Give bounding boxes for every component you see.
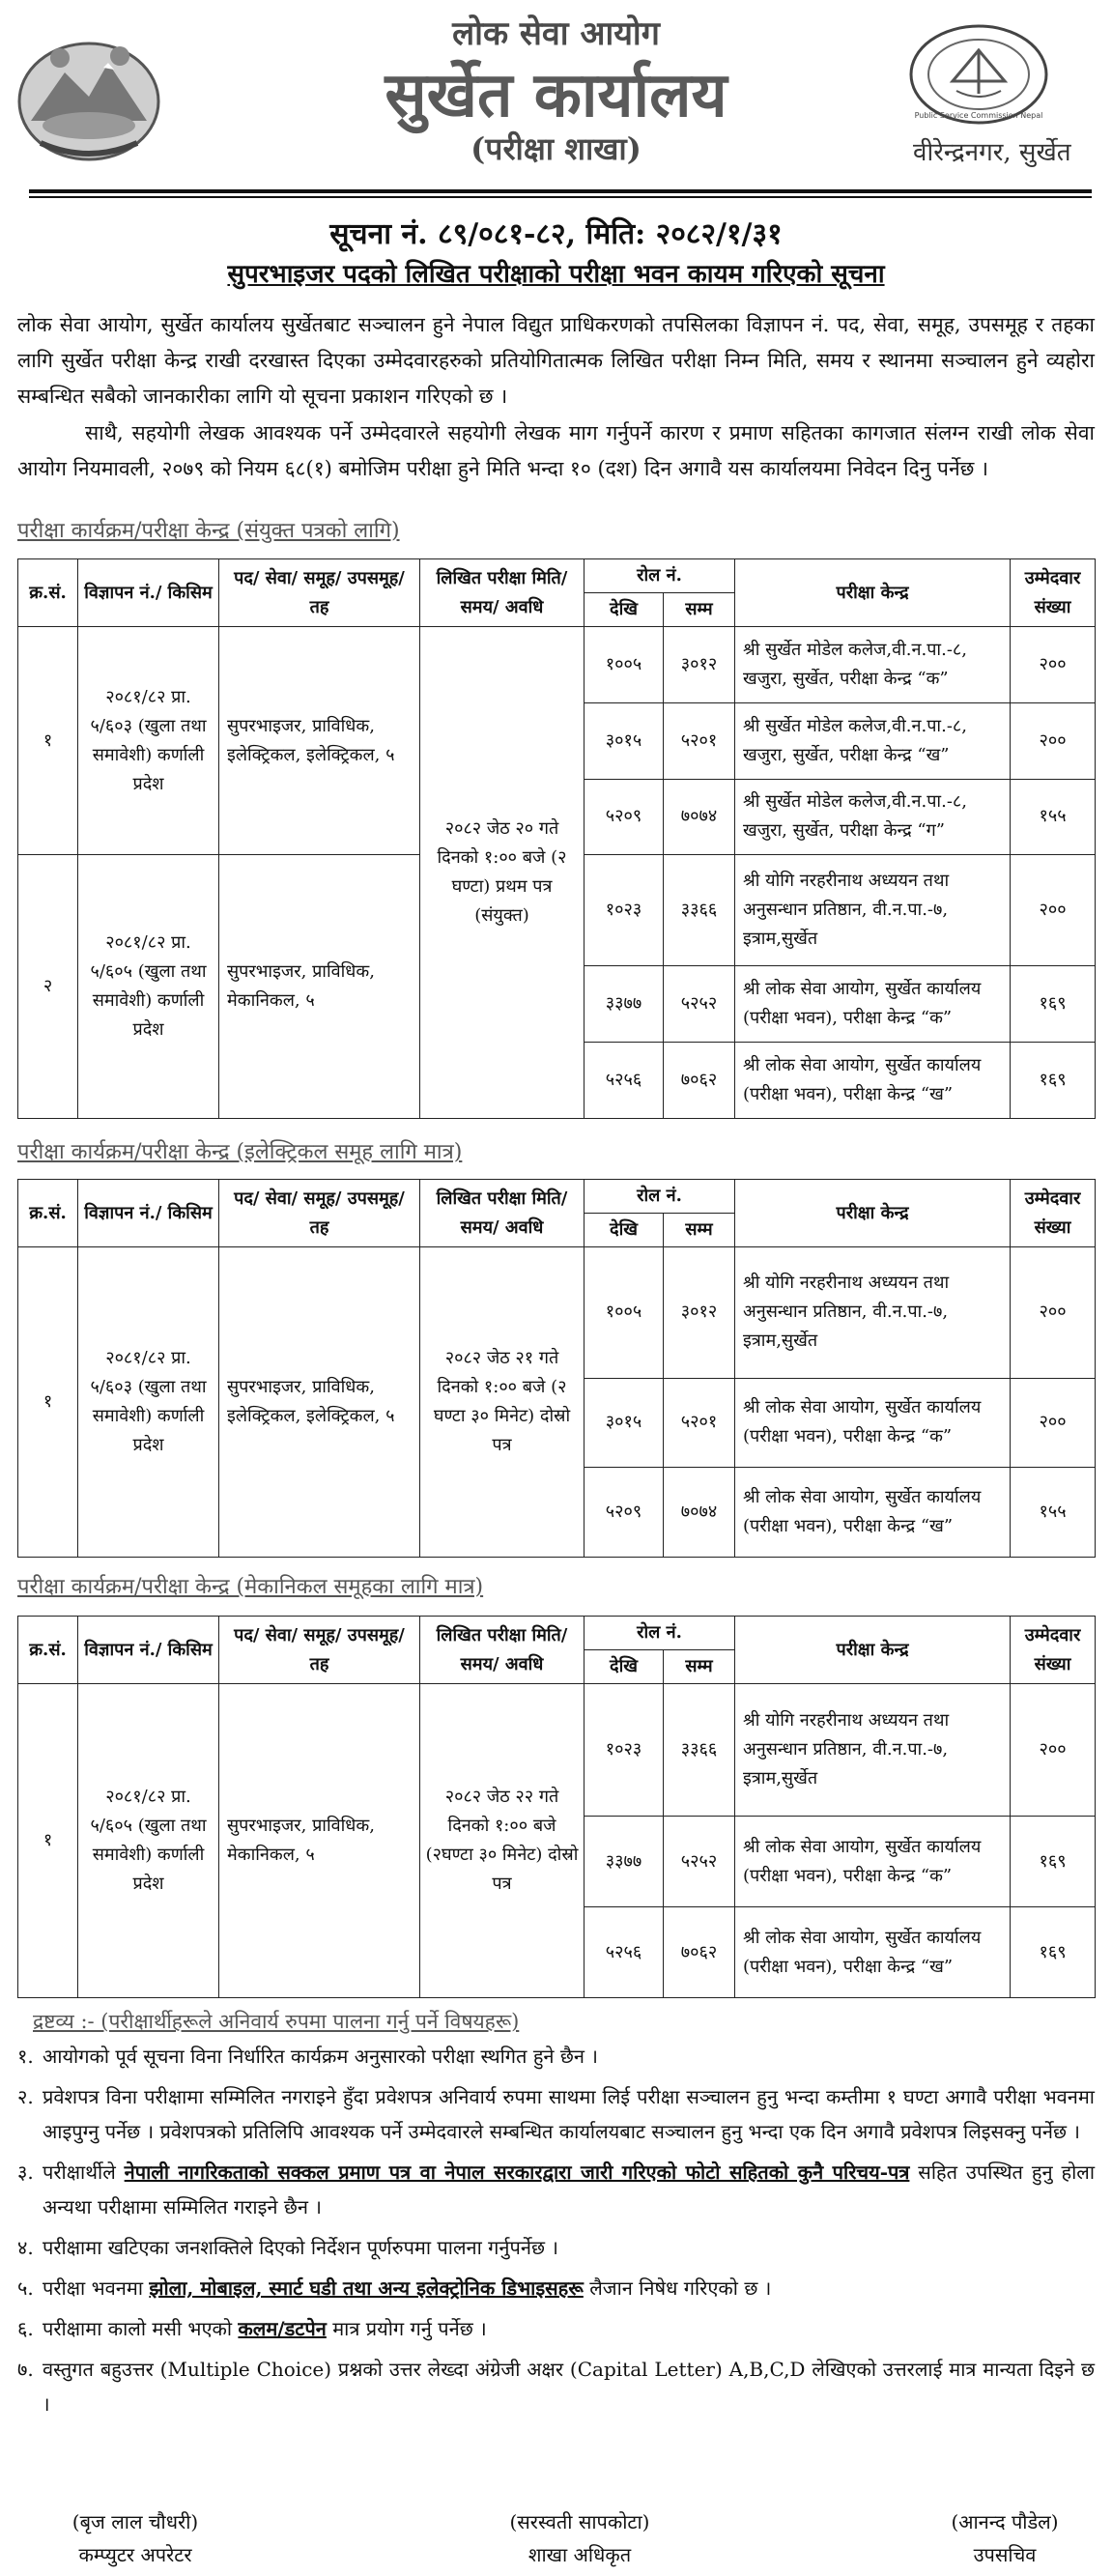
signatory-post: उपसचिव [973,2543,1037,2566]
cell-from: ३३७७ [585,1817,664,1907]
section-title-mechanical: परीक्षा कार्यक्रम/परीक्षा केन्द्र (मेकानिकल समूहका लागि मात्र) [17,1575,484,1599]
col-from: देखि [585,1650,664,1684]
cell-to: ३३६६ [664,1684,735,1817]
cell-center: श्री लोक सेवा आयोग, सुर्खेत कार्यालय (परीक्षा भवन), परीक्षा केन्द्र “ख” [735,1043,1011,1119]
col-post: पद/ सेवा/ समूह/ उपसमूह/ तह [219,1180,420,1247]
col-roll: रोल नं. [585,1617,735,1650]
cell-sn: १ [18,1684,78,1998]
cell-post: सुपरभाइजर, प्राविधिक, मेकानिकल, ५ [219,855,420,1119]
cell-count: २०० [1011,702,1096,779]
note-text: प्रवेशपत्र विना परीक्षामा सम्मिलित नगराइने हुँदा प्रवेशपत्र अनिवार्य रुपमा साथमा लिई परीक्षा सञ्चालन हुनु भन्दा कम्तीमा १ घण्टा अगावै परीक्षा भवनमा आइपुग्नु पर्नेछ । प्रवेशपत्रको प्रतिलिपि आवश्यक पर्ने उम्मेदवारले सम्बन्धित कार्यालयबाट सञ्चालन हुनु भन्दा एक दिन अगावै प्रवेशपत्र लिइसक्नु पर्नेछ । [43,2085,1095,2143]
col-post: पद/ सेवा/ समूह/ उपसमूह/ तह [219,559,420,627]
note-item [17,2271,1095,2305]
notice-title: सुपरभाइजर पदको लिखित परीक्षाको परीक्षा भवन कायम गरिएको सूचना [227,260,885,289]
cell-from: ५२५६ [585,1907,664,1998]
cell-center: श्री योगि नरहरीनाथ अध्ययन तथा अनुसन्धान प्रतिष्ठान, वी.न.पा.-७, इत्राम,सुर्खेत [735,855,1011,966]
col-sn: क्र.सं. [18,1617,78,1684]
note-item [17,2230,1095,2265]
col-from: देखि [585,593,664,627]
cell-adv: २०८१/८२ प्रा. ५/६०३ (खुला तथा समावेशी) कर्णाली प्रदेश [78,627,219,855]
header-rule [29,189,1092,193]
cell-from: १००५ [585,627,664,703]
table-row [18,1247,1096,1379]
col-from: देखि [585,1214,664,1247]
cell-center: श्री लोक सेवा आयोग, सुर्खेत कार्यालय (परीक्षा भवन), परीक्षा केन्द्र “क” [735,1378,1011,1468]
col-count: उम्मेदवार संख्या [1011,1180,1096,1247]
schedule-table-mechanical [17,1616,1096,1998]
cell-adv: २०८१/८२ प्रा. ५/६०३ (खुला तथा समावेशी) कर्णाली प्रदेश [78,1247,219,1558]
col-center: परीक्षा केन्द्र [735,559,1011,627]
col-exam: लिखित परीक्षा मिति/ समय/ अवधि [420,1180,585,1247]
col-center: परीक्षा केन्द्र [735,1180,1011,1247]
cell-center: श्री लोक सेवा आयोग, सुर्खेत कार्यालय (परीक्षा भवन), परीक्षा केन्द्र “क” [735,1817,1011,1907]
cell-center: श्री सुर्खेत मोडेल कलेज,वी.न.पा.-८, खजुरा, सुर्खेत, परीक्षा केन्द्र “क” [735,627,1011,703]
col-count: उम्मेदवार संख्या [1011,1617,1096,1684]
cell-sn: २ [18,855,78,1119]
note-number: ४. [17,2236,34,2259]
schedule-table-electrical [17,1179,1096,1558]
cell-from: ५२०९ [585,779,664,855]
note-text: परीक्षार्थीले नेपाली नागरिकताको सक्कल प्रमाण पत्र वा नेपाल सरकारद्वारा जारी गरिएको फोटो सहितको कुनै परिचय-पत्र सहित उपस्थित हुनु होला अन्यथा परीक्षामा सम्मिलित गराइने छैन । [43,2161,1095,2218]
cell-count: १६९ [1011,966,1096,1043]
cell-from: १००५ [585,1247,664,1379]
cell-adv: २०८१/८२ प्रा. ५/६०५ (खुला तथा समावेशी) कर्णाली प्रदेश [78,855,219,1119]
cell-adv: २०८१/८२ प्रा. ५/६०५ (खुला तथा समावेशी) कर्णाली प्रदेश [78,1684,219,1998]
cell-count: २०० [1011,855,1096,966]
location: वीरेन्द्रनगर, सुर्खेत [913,138,1071,167]
col-adv: विज्ञापन नं./ किसिम [78,1617,219,1684]
cell-count: २०० [1011,1684,1096,1817]
cell-exam: २०८२ जेठ २० गते दिनको १:०० बजे (२ घण्टा) प्रथम पत्र (संयुक्त) [420,627,585,1119]
note-item [17,2155,1095,2224]
col-roll: रोल नं. [585,559,735,593]
note-number: ३. [17,2161,34,2184]
note-item [17,2039,1095,2074]
note-number: २. [17,2085,34,2108]
cell-count: २०० [1011,1378,1096,1468]
cell-post: सुपरभाइजर, प्राविधिक, इलेक्ट्रिकल, इलेक्ट्रिकल, ५ [219,627,420,855]
signatory-name: (सरस्वती सापकोटा) [509,2510,650,2533]
note-item [17,2079,1095,2149]
col-exam: लिखित परीक्षा मिति/ समय/ अवधि [420,1617,585,1684]
cell-from: ३०१५ [585,1378,664,1468]
cell-center: श्री सुर्खेत मोडेल कलेज,वी.न.पा.-८, खजुरा, सुर्खेत, परीक्षा केन्द्र “ग” [735,779,1011,855]
cell-center: श्री सुर्खेत मोडेल कलेज,वी.न.पा.-८, खजुरा, सुर्खेत, परीक्षा केन्द्र “ख” [735,702,1011,779]
intro-paragraph: लोक सेवा आयोग, सुर्खेत कार्यालय सुर्खेतबाट सञ्चालन हुने नेपाल विद्युत प्राधिकरणको तपसिलका विज्ञापन नं. पद, सेवा, समूह, उपसमूह र तहका लागि सुर्खेत परीक्षा केन्द्र राखी दरखास्त दिएका उम्मेदवारहरुको प्रतियोगितात्मक लिखित परीक्षा निम्न मिति, समय र स्थानमा सञ्चालन हुने व्यहोरा सम्बन्धित सबैको जानकारीका लागि यो सूचना प्रकाशन गरिएको छ । [17,313,1095,408]
cell-exam: २०८२ जेठ २१ गते दिनको १:०० बजे (२ घण्टा ३० मिनेट) दोस्रो पत्र [420,1247,585,1558]
cell-to: ३३६६ [664,855,735,966]
col-to: सम्म [664,1214,735,1247]
signatory-post: शाखा अधिकृत [527,2543,632,2566]
note-text: परीक्षामा खटिएका जनशक्तिले दिएको निर्देशन पूर्णरुपमा पालना गर्नुपर्नेछ । [43,2236,558,2259]
note-text: वस्तुगत बहुउत्तर (Multiple Choice) प्रश्नको उत्तर लेख्दा अंग्रेजी अक्षर (Capital Letter) A,B,C,D लेखिएको उत्तरलाई मात्र मान्यता दिइने छ । [43,2358,1095,2416]
note-text: आयोगको पूर्व सूचना विना निर्धारित कार्यक्रम अनुसारको परीक्षा स्थगित हुने छैन । [43,2045,598,2068]
note-item [17,2352,1095,2421]
writer-paragraph: साथै, सहयोगी लेखक आवश्यक पर्ने उम्मेदवारले सहयोगी लेखक माग गर्नुपर्ने कारण र प्रमाण सहितका कागजात संलग्न राखी लोक सेवा आयोग नियमावली, २०७९ को नियम ६८(१) बमोजिम परीक्षा हुने मिति भन्दा १० (दश) दिन अगावै यस कार्यालयमा निवेदन दिनु पर्नेछ । [17,421,1095,480]
col-sn: क्र.सं. [18,1180,78,1247]
col-adv: विज्ञापन नं./ किसिम [78,559,219,627]
cell-count: २०० [1011,1247,1096,1379]
signature-under-secretary [908,2505,1101,2571]
col-sn: क्र.सं. [18,559,78,627]
cell-to: ५२५२ [664,966,735,1043]
col-center: परीक्षा केन्द्र [735,1617,1011,1684]
psc-seal-icon [906,21,1051,128]
signature-computer-operator [39,2505,232,2571]
section-title-electrical: परीक्षा कार्यक्रम/परीक्षा केन्द्र (इलेक्ट्रिकल समूह लागि मात्र) [17,1140,463,1164]
signatory-name: (बृज लाल चौधरी) [71,2510,199,2533]
cell-count: १६९ [1011,1043,1096,1119]
cell-to: ७०७४ [664,779,735,855]
note-text: परीक्षामा कालो मसी भएको कलम/डटपेन मात्र प्रयोग गर्नु पर्नेछ । [43,2317,487,2340]
cell-sn: १ [18,1247,78,1558]
office-line: सुर्खेत कार्यालय [385,59,727,131]
notes-title: द्रष्टव्य :- (परीक्षार्थीहरूले अनिवार्य रुपमा पालना गर्नु पर्ने विषयहरू) [33,2010,520,2033]
org-line: लोक सेवा आयोग [452,14,660,53]
header-rule-thin [29,196,1092,198]
cell-exam: २०८२ जेठ २२ गते दिनको १:०० बजे (२घण्टा ३० मिनेट) दोस्रो पत्र [420,1684,585,1998]
cell-center: श्री लोक सेवा आयोग, सुर्खेत कार्यालय (परीक्षा भवन), परीक्षा केन्द्र “ख” [735,1468,1011,1558]
note-number: १. [17,2045,34,2068]
cell-from: ५२५६ [585,1043,664,1119]
cell-center: श्री योगि नरहरीनाथ अध्ययन तथा अनुसन्धान प्रतिष्ठान, वी.न.पा.-७, इत्राम,सुर्खेत [735,1247,1011,1379]
cell-to: ५२०१ [664,702,735,779]
notes-list [17,2039,1095,2427]
col-roll: रोल नं. [585,1180,735,1214]
col-to: सम्म [664,593,735,627]
cell-to: ७०७४ [664,1468,735,1558]
cell-from: ३३७७ [585,966,664,1043]
cell-center: श्री योगि नरहरीनाथ अध्ययन तथा अनुसन्धान प्रतिष्ठान, वी.न.पा.-७, इत्राम,सुर्खेत [735,1684,1011,1817]
cell-to: ७०६२ [664,1907,735,1998]
cell-to: ३०१२ [664,1247,735,1379]
cell-count: २०० [1011,627,1096,703]
cell-to: ५२०१ [664,1378,735,1468]
cell-count: १६९ [1011,1817,1096,1907]
cell-center: श्री लोक सेवा आयोग, सुर्खेत कार्यालय (परीक्षा भवन), परीक्षा केन्द्र “ख” [735,1907,1011,1998]
col-exam: लिखित परीक्षा मिति/ समय/ अवधि [420,559,585,627]
cell-to: ३०१२ [664,627,735,703]
col-adv: विज्ञापन नं./ किसिम [78,1180,219,1247]
cell-count: १५५ [1011,779,1096,855]
cell-from: ३०१५ [585,702,664,779]
branch-line: (परीक्षा शाखा) [470,130,642,167]
note-number: ५. [17,2276,34,2300]
cell-count: १६९ [1011,1907,1096,1998]
col-count: उम्मेदवार संख्या [1011,559,1096,627]
cell-from: १०२३ [585,1684,664,1817]
note-item [17,2311,1095,2346]
signatory-name: (आनन्द पौडेल) [951,2510,1059,2533]
section-title-joint: परीक्षा कार्यक्रम/परीक्षा केन्द्र (संयुक्त पत्रको लागि) [17,519,400,543]
note-number: ६. [17,2317,34,2340]
signature-section-officer [464,2505,696,2571]
schedule-table-joint [17,558,1096,1119]
cell-from: १०२३ [585,855,664,966]
cell-count: १५५ [1011,1468,1096,1558]
col-to: सम्म [664,1650,735,1684]
seal-text: Public Service Commission Nepal [914,111,1043,120]
table-row [18,1684,1096,1817]
cell-center: श्री लोक सेवा आयोग, सुर्खेत कार्यालय (परीक्षा भवन), परीक्षा केन्द्र “क” [735,966,1011,1043]
note-number: ७. [17,2358,34,2381]
cell-post: सुपरभाइजर, प्राविधिक, इलेक्ट्रिकल, इलेक्ट्रिकल, ५ [219,1247,420,1558]
cell-post: सुपरभाइजर, प्राविधिक, मेकानिकल, ५ [219,1684,420,1998]
signatory-post: कम्प्युटर अपरेटर [78,2543,192,2566]
cell-from: ५२०९ [585,1468,664,1558]
notice-number: सूचना नं. ८९/०८१-८२, मिति: २०८२/१/३१ [329,217,783,251]
cell-to: ५२५२ [664,1817,735,1907]
cell-sn: १ [18,627,78,855]
col-post: पद/ सेवा/ समूह/ उपसमूह/ तह [219,1617,420,1684]
table-row [18,627,1096,703]
note-text: परीक्षा भवनमा झोला, मोबाइल, स्मार्ट घडी तथा अन्य इलेक्ट्रोनिक डिभाइसहरू लैजान निषेध गरिएको छ । [43,2276,772,2300]
cell-to: ७०६२ [664,1043,735,1119]
